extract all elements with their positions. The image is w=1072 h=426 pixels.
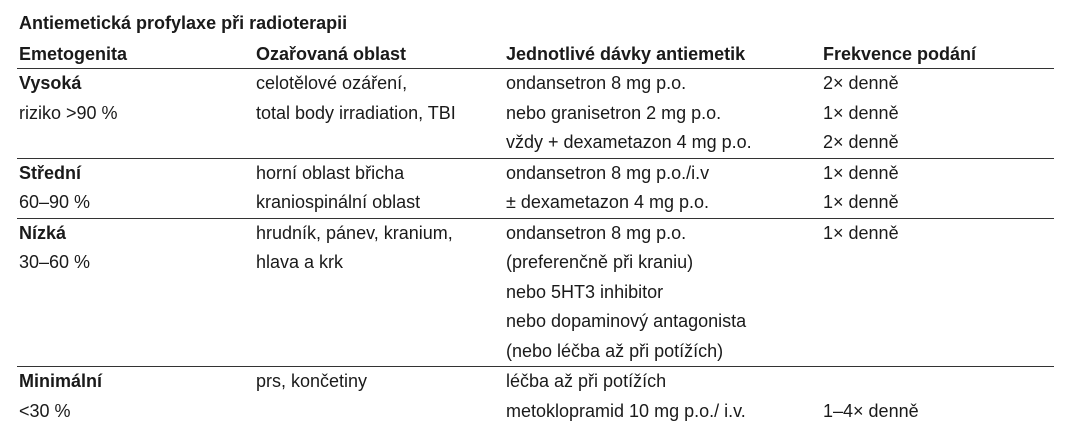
- dose-cell: nebo dopaminový antagonista: [506, 307, 823, 337]
- risk-cell: 60–90 %: [17, 188, 256, 218]
- table-row: [17, 159, 1054, 189]
- area-cell: [256, 307, 506, 337]
- area-cell: total body irradiation, TBI: [256, 99, 506, 129]
- area-cell: hrudník, pánev, kranium,: [256, 219, 506, 249]
- header-emetogenity: Emetogenita: [17, 40, 256, 68]
- table-row: [17, 337, 1054, 367]
- frequency-cell: 2× denně: [823, 69, 1054, 99]
- table-row: [17, 367, 1054, 397]
- frequency-cell: [823, 367, 1054, 397]
- dose-cell: léčba až při potížích: [506, 367, 823, 397]
- frequency-cell: 1× denně: [823, 219, 1054, 249]
- emetogenity-cell: Nízká: [17, 219, 256, 249]
- emetogenity-cell: [17, 128, 256, 158]
- emetogenity-cell: [17, 337, 256, 367]
- area-cell: kraniospinální oblast: [256, 188, 506, 218]
- dose-cell: nebo 5HT3 inhibitor: [506, 278, 823, 308]
- table-row: [17, 397, 1054, 426]
- table-row: [17, 278, 1054, 308]
- frequency-cell: [823, 337, 1054, 367]
- dose-cell: (preferenčně při kraniu): [506, 248, 823, 278]
- table-group-medium: [17, 159, 1054, 219]
- area-cell: [256, 278, 506, 308]
- dose-cell: ondansetron 8 mg p.o./i.v: [506, 159, 823, 189]
- header-area: Ozařovaná oblast: [256, 40, 506, 68]
- table-row: [17, 128, 1054, 158]
- area-cell: [256, 128, 506, 158]
- table-row: [17, 248, 1054, 278]
- table-group-minimal: [17, 367, 1054, 426]
- frequency-cell: 1× denně: [823, 159, 1054, 189]
- table-row: [17, 219, 1054, 249]
- table-row: [17, 69, 1054, 99]
- emetogenity-cell: [17, 278, 256, 308]
- frequency-cell: [823, 307, 1054, 337]
- area-cell: prs, končetiny: [256, 367, 506, 397]
- dose-cell: metoklopramid 10 mg p.o./ i.v.: [506, 397, 823, 426]
- frequency-cell: 2× denně: [823, 128, 1054, 158]
- dose-cell: vždy + dexametazon 4 mg p.o.: [506, 128, 823, 158]
- dose-cell: ondansetron 8 mg p.o.: [506, 69, 823, 99]
- table-title: Antiemetická profylaxe při radioterapii: [19, 13, 347, 34]
- emetogenity-cell: Střední: [17, 159, 256, 189]
- dose-cell: ± dexametazon 4 mg p.o.: [506, 188, 823, 218]
- table-group-high: [17, 69, 1054, 159]
- risk-cell: riziko >90 %: [17, 99, 256, 129]
- area-cell: celotělové ozáření,: [256, 69, 506, 99]
- header-doses: Jednotlivé dávky antiemetik: [506, 40, 823, 68]
- area-cell: hlava a krk: [256, 248, 506, 278]
- dose-cell: nebo granisetron 2 mg p.o.: [506, 99, 823, 129]
- antiemetic-table: [17, 40, 1054, 426]
- frequency-cell: 1× denně: [823, 188, 1054, 218]
- table-row: [17, 307, 1054, 337]
- table-header-row: [17, 40, 1054, 69]
- table-row: [17, 188, 1054, 218]
- dose-cell: (nebo léčba až při potížích): [506, 337, 823, 367]
- table-group-low: [17, 219, 1054, 368]
- frequency-cell: [823, 248, 1054, 278]
- area-cell: [256, 397, 506, 426]
- emetogenity-cell: Minimální: [17, 367, 256, 397]
- header-frequency: Frekvence podání: [823, 40, 1054, 68]
- frequency-cell: 1–4× denně: [823, 397, 1054, 426]
- frequency-cell: 1× denně: [823, 99, 1054, 129]
- table-row: [17, 99, 1054, 129]
- area-cell: [256, 337, 506, 367]
- frequency-cell: [823, 278, 1054, 308]
- emetogenity-cell: [17, 307, 256, 337]
- dose-cell: ondansetron 8 mg p.o.: [506, 219, 823, 249]
- risk-cell: 30–60 %: [17, 248, 256, 278]
- risk-cell: <30 %: [17, 397, 256, 426]
- area-cell: horní oblast břicha: [256, 159, 506, 189]
- emetogenity-cell: Vysoká: [17, 69, 256, 99]
